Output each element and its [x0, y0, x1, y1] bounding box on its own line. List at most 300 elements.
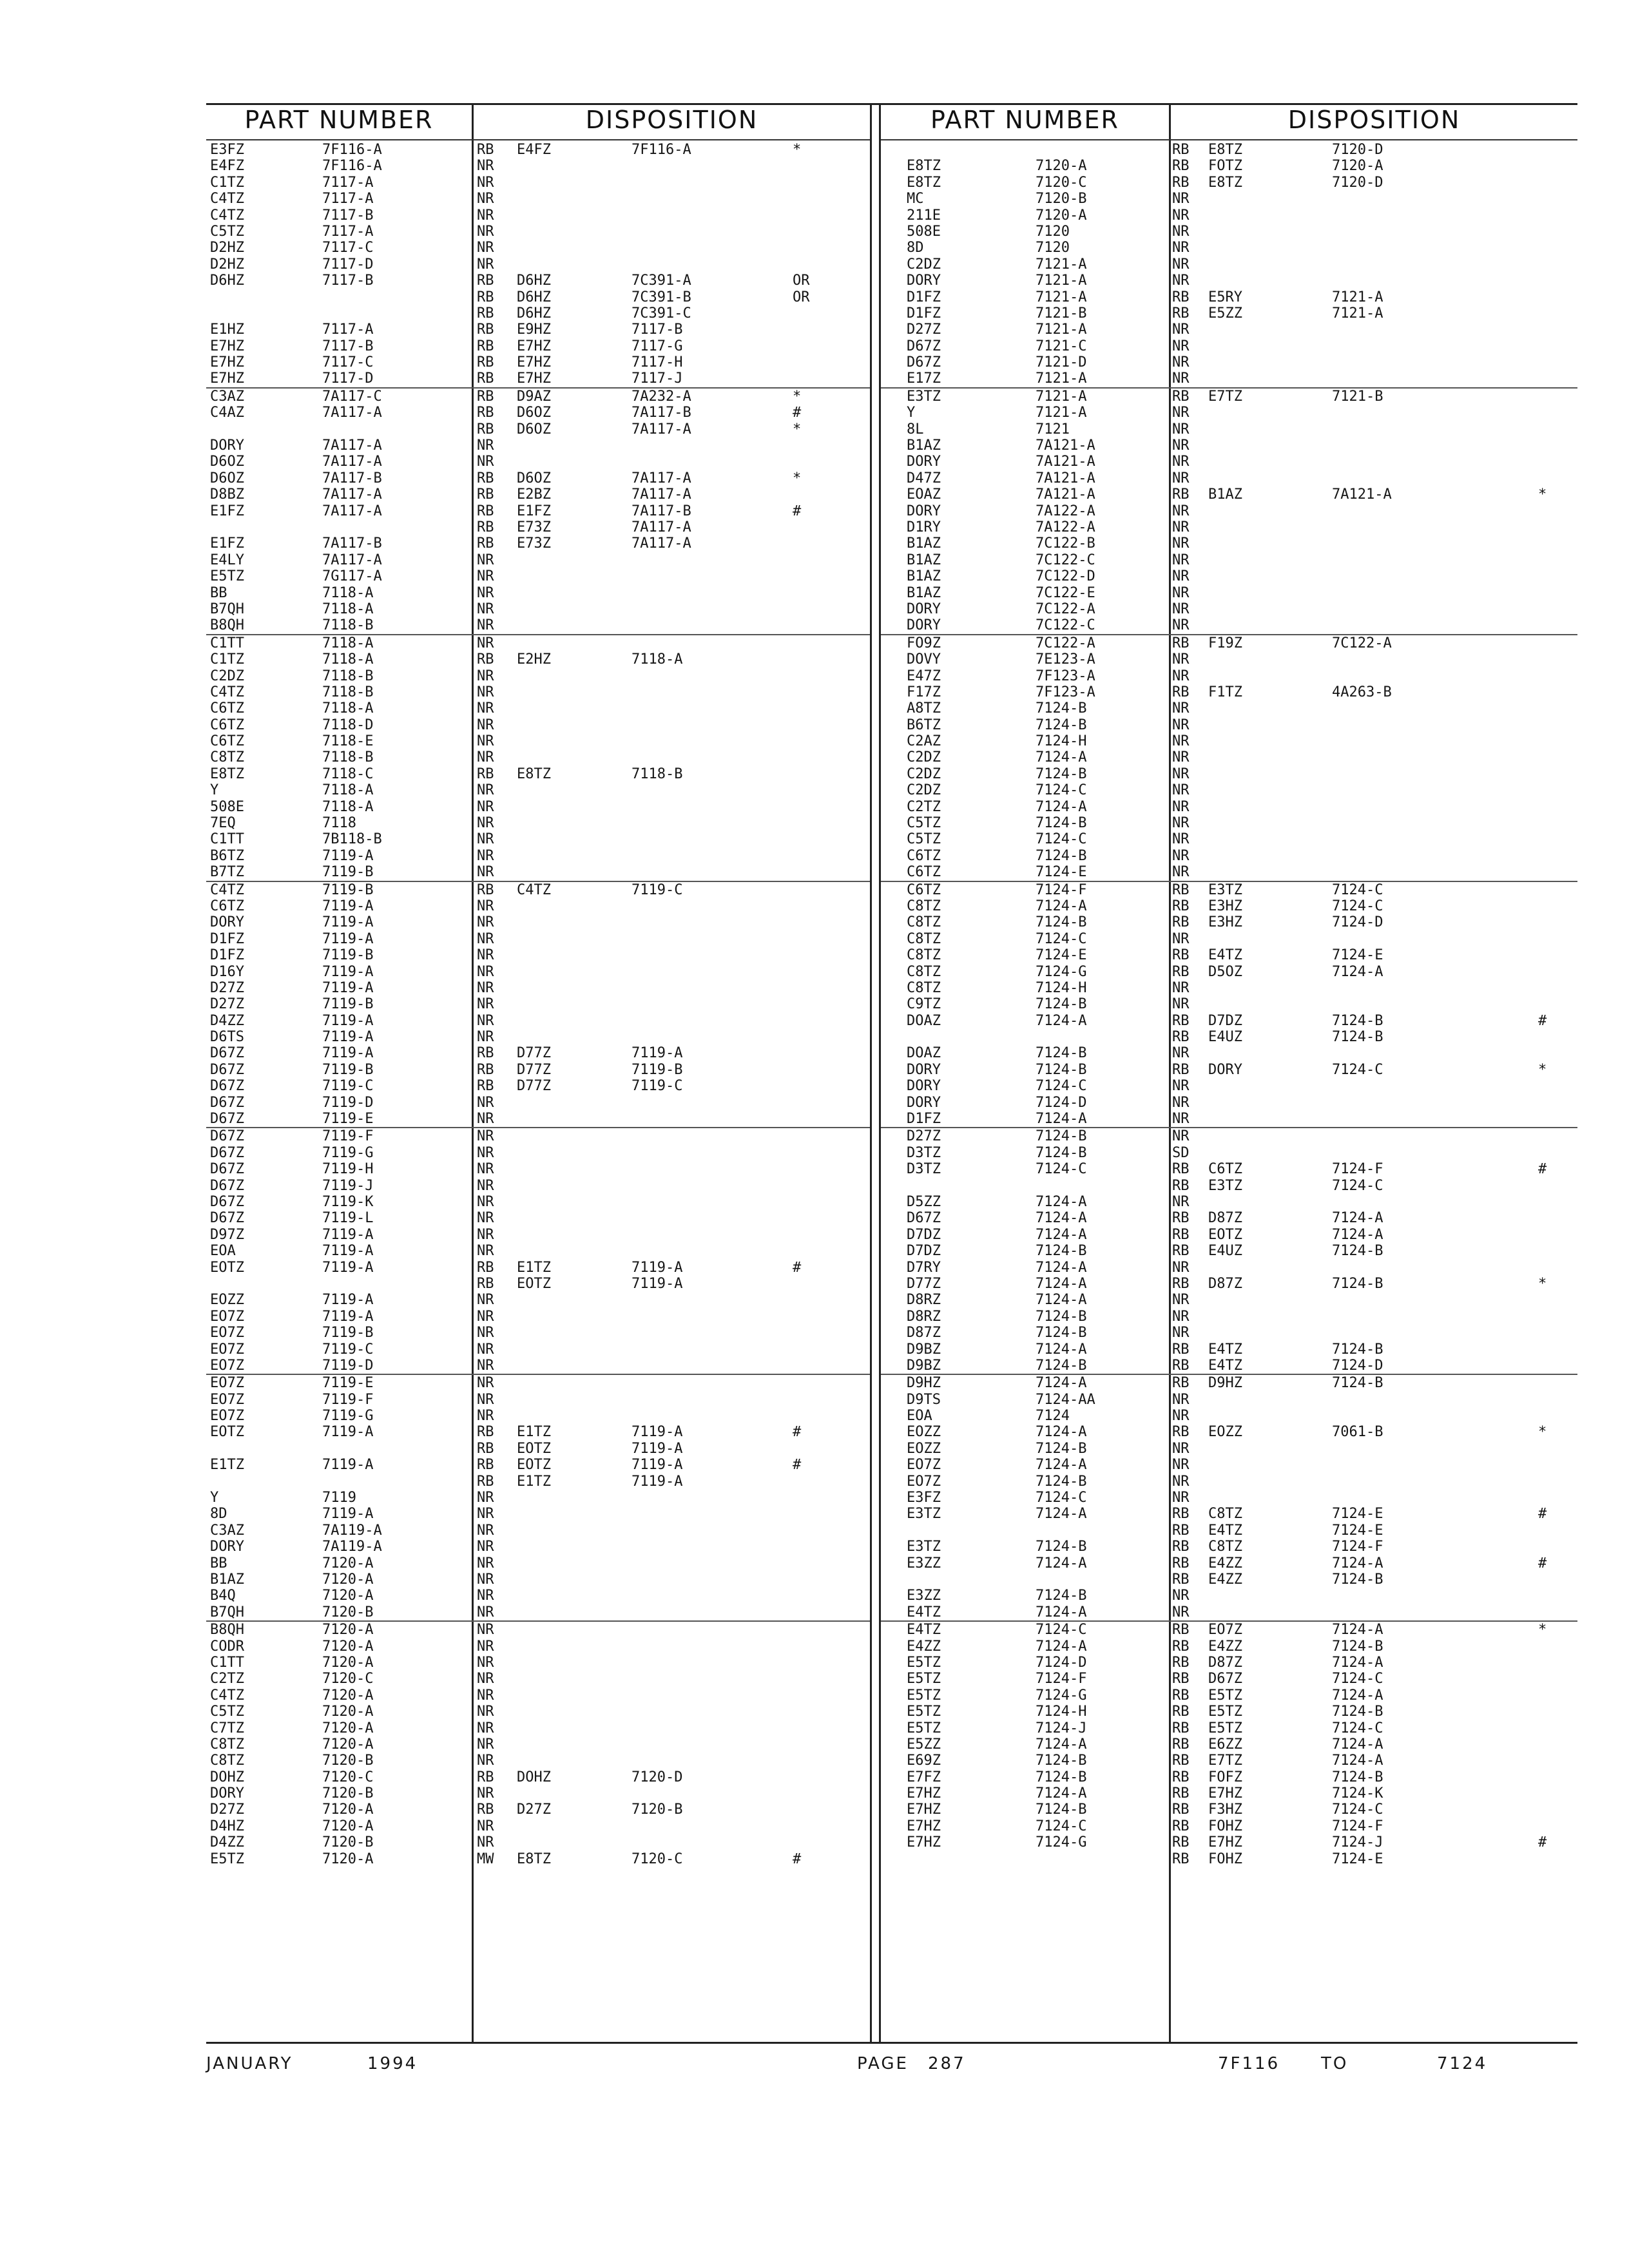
footer-range-from: 7F116	[1218, 2054, 1280, 2073]
disposition-code: NR	[477, 996, 494, 1013]
part-number: 7118-C	[322, 765, 374, 782]
table-row	[206, 207, 870, 224]
left-disposition-header: DISPOSITION	[585, 106, 758, 134]
parts-table	[206, 103, 1577, 2044]
disposition-code: RB	[477, 1424, 494, 1441]
table-row	[881, 1392, 1577, 1408]
part-prefix: DORY	[210, 1539, 244, 1555]
part-prefix: D3TZ	[907, 1144, 941, 1161]
replacement-prefix: E4TZ	[1208, 1341, 1242, 1358]
table-row	[206, 898, 870, 914]
part-prefix: C2TZ	[907, 798, 941, 815]
table-row	[206, 338, 870, 354]
part-number: 7124-A	[1036, 1555, 1087, 1571]
replacement-number: 7124-A	[1332, 1736, 1383, 1753]
part-prefix: C2DZ	[907, 782, 941, 799]
part-prefix: D67Z	[210, 1094, 244, 1111]
disposition-code: NR	[1172, 1111, 1190, 1128]
part-prefix: D67Z	[907, 1210, 941, 1227]
part-prefix: D27Z	[210, 1802, 244, 1818]
table-row	[881, 1111, 1577, 1128]
replacement-prefix: E7TZ	[1208, 1753, 1242, 1769]
part-prefix: 8L	[907, 421, 924, 437]
part-prefix: E7FZ	[907, 1769, 941, 1785]
replacement-prefix: E4TZ	[1208, 1522, 1242, 1539]
part-number: 7A117-A	[322, 503, 382, 519]
disposition-code: NR	[1172, 798, 1190, 815]
table-row	[206, 1490, 870, 1506]
part-number: 7124-B	[1036, 1769, 1087, 1785]
part-prefix: EOTZ	[210, 1259, 244, 1276]
disposition-code: NR	[477, 1654, 494, 1671]
table-row	[206, 1539, 870, 1555]
part-prefix: C3AZ	[210, 1522, 244, 1539]
part-prefix: C6TZ	[907, 864, 941, 881]
disposition-code: RB	[1172, 1161, 1190, 1178]
table-row	[881, 815, 1577, 831]
table-row	[881, 1571, 1577, 1588]
part-prefix: E4ZZ	[907, 1638, 941, 1655]
disposition-code: NR	[1172, 1440, 1190, 1457]
part-prefix: D47Z	[907, 470, 941, 486]
part-number: 7E123-A	[1036, 651, 1095, 668]
table-row	[881, 898, 1577, 914]
part-number: 7124-B	[1036, 1357, 1087, 1374]
replacement-number: 7118-A	[631, 651, 683, 668]
table-row	[881, 1736, 1577, 1753]
disposition-code: RB	[1172, 1210, 1190, 1227]
disposition-code: NR	[1172, 273, 1190, 289]
note-mark: #	[793, 1457, 802, 1474]
disposition-code: RB	[1172, 1704, 1190, 1720]
replacement-number: 7124-D	[1332, 1357, 1383, 1374]
disposition-code: NR	[477, 1341, 494, 1358]
table-row	[206, 1210, 870, 1226]
part-prefix: E7HZ	[907, 1818, 941, 1834]
part-prefix: EOZZ	[907, 1440, 941, 1457]
table-row	[881, 1227, 1577, 1243]
part-number: 7G117-A	[322, 568, 382, 585]
part-prefix: E8TZ	[210, 765, 244, 782]
table-row	[206, 1194, 870, 1210]
table-row	[206, 470, 870, 486]
disposition-code: RB	[477, 1045, 494, 1062]
table-row	[881, 964, 1577, 980]
part-number: 7120-A	[322, 1622, 374, 1639]
part-number: 7A119-A	[322, 1522, 382, 1539]
part-prefix: D4ZZ	[210, 1834, 244, 1851]
disposition-code: NR	[1172, 601, 1190, 617]
replacement-prefix: D77Z	[517, 1045, 551, 1062]
part-prefix: D67Z	[210, 1111, 244, 1128]
disposition-code: RB	[1172, 486, 1190, 503]
replacement-prefix: E9HZ	[517, 322, 551, 338]
part-prefix: DORY	[210, 437, 244, 454]
replacement-number: 7A117-B	[631, 503, 691, 519]
table-row	[206, 1753, 870, 1769]
replacement-number: 7124-B	[1332, 1029, 1383, 1046]
part-number: 7119-A	[322, 847, 374, 864]
table-row	[881, 1753, 1577, 1769]
disposition-code: NR	[1172, 1588, 1190, 1604]
replacement-prefix: E3TZ	[1208, 1177, 1242, 1194]
part-number: 7C122-C	[1036, 552, 1095, 568]
part-prefix: FO9Z	[907, 635, 941, 651]
disposition-code: RB	[1172, 142, 1190, 158]
disposition-code: NR	[477, 1161, 494, 1178]
table-row	[881, 635, 1577, 651]
table-top-rule	[206, 103, 1577, 105]
part-prefix: B1AZ	[210, 1571, 244, 1588]
disposition-code: RB	[1172, 1736, 1190, 1753]
table-row	[881, 389, 1577, 405]
table-row	[206, 1834, 870, 1850]
disposition-code: NR	[1172, 437, 1190, 454]
table-row	[881, 601, 1577, 617]
note-mark: *	[1538, 1061, 1547, 1078]
disposition-code: NR	[477, 1111, 494, 1128]
disposition-code: NR	[1172, 1292, 1190, 1309]
replacement-number: 4A263-B	[1332, 684, 1392, 700]
replacement-number: 7120-B	[631, 1802, 683, 1818]
replacement-prefix: F1TZ	[1208, 684, 1242, 700]
table-row	[206, 354, 870, 370]
replacement-number: 7124-A	[1332, 1210, 1383, 1227]
right-disposition-header: DISPOSITION	[1287, 106, 1461, 134]
part-prefix: D67Z	[210, 1194, 244, 1210]
part-number: 7124-B	[1036, 1539, 1087, 1555]
part-number: 7120-A	[322, 1555, 374, 1571]
table-row	[206, 421, 870, 437]
disposition-code: RB	[1172, 947, 1190, 964]
disposition-code: RB	[1172, 1802, 1190, 1818]
disposition-code: RB	[1172, 1177, 1190, 1194]
part-prefix: C2DZ	[907, 749, 941, 766]
disposition-code: NR	[477, 1834, 494, 1851]
part-number: 7120-A	[322, 1704, 374, 1720]
disposition-code: NR	[477, 1638, 494, 1655]
disposition-code: NR	[1172, 700, 1190, 717]
disposition-code: NR	[477, 1506, 494, 1523]
disposition-code: RB	[1172, 881, 1190, 898]
note-mark: *	[793, 421, 802, 437]
part-prefix: EO7Z	[210, 1308, 244, 1325]
part-number: 7117-A	[322, 223, 374, 240]
replacement-prefix: C8TZ	[1208, 1506, 1242, 1523]
disposition-code: NR	[477, 963, 494, 980]
part-number: 7119-A	[322, 930, 374, 947]
disposition-code: NR	[1172, 470, 1190, 486]
part-number: 7119-B	[322, 1061, 374, 1078]
right-column-rows	[881, 142, 1577, 1867]
part-number: 7119-C	[322, 1341, 374, 1358]
part-number: 7F116-A	[322, 158, 382, 175]
note-mark: #	[793, 405, 802, 421]
part-number: 7120-C	[322, 1769, 374, 1785]
table-row	[206, 1506, 870, 1522]
disposition-code: RB	[1172, 1012, 1190, 1029]
part-number: 7119-A	[322, 898, 374, 914]
table-row	[881, 782, 1577, 798]
part-prefix: C6TZ	[907, 881, 941, 898]
part-prefix: C4AZ	[210, 405, 244, 421]
part-prefix: C4TZ	[210, 207, 244, 224]
part-number: 7124-A	[1036, 1292, 1087, 1309]
disposition-code: NR	[477, 914, 494, 931]
part-prefix: D3TZ	[907, 1161, 941, 1178]
part-prefix: 508E	[210, 798, 244, 815]
replacement-prefix: E4ZZ	[1208, 1638, 1242, 1655]
part-number: 7124-H	[1036, 1704, 1087, 1720]
part-number: 7A117-A	[322, 437, 382, 454]
part-number: 7124-C	[1036, 930, 1087, 947]
part-number: 7120-A	[1036, 207, 1087, 224]
disposition-code: RB	[477, 486, 494, 503]
table-row	[881, 1818, 1577, 1834]
part-prefix: D5ZZ	[907, 1194, 941, 1210]
replacement-number: 7124-A	[1332, 1555, 1383, 1571]
replacement-number: 7117-G	[631, 338, 683, 354]
part-prefix: E3TZ	[907, 1506, 941, 1523]
table-row	[881, 651, 1577, 668]
disposition-code: NR	[1172, 223, 1190, 240]
disposition-code: NR	[1172, 1604, 1190, 1620]
part-prefix: E4FZ	[210, 158, 244, 175]
table-row	[206, 1604, 870, 1622]
part-number: 7124-B	[1036, 1473, 1087, 1490]
part-prefix: D9TS	[907, 1391, 941, 1408]
part-prefix: B6TZ	[907, 716, 941, 733]
replacement-number: 7124-B	[1332, 1275, 1383, 1292]
replacement-number: 7121-A	[1332, 305, 1383, 322]
disposition-code: NR	[477, 1210, 494, 1227]
disposition-code: RB	[1172, 684, 1190, 700]
part-number: 7119-A	[322, 1029, 374, 1046]
disposition-code: NR	[477, 1226, 494, 1243]
part-prefix: C4TZ	[210, 684, 244, 700]
replacement-number: 7124-E	[1332, 947, 1383, 964]
table-row	[206, 1851, 870, 1867]
disposition-code: NR	[477, 716, 494, 733]
part-prefix: B7QH	[210, 1604, 244, 1620]
replacement-number: 7120-A	[1332, 158, 1383, 175]
part-prefix: EO7Z	[210, 1357, 244, 1374]
table-row	[881, 142, 1577, 158]
table-row	[206, 1375, 870, 1391]
replacement-number: 7124-B	[1332, 1638, 1383, 1655]
disposition-code: RB	[477, 338, 494, 354]
disposition-code: NR	[477, 240, 494, 256]
replacement-number: 7119-A	[631, 1045, 683, 1062]
part-prefix: E5ZZ	[907, 1736, 941, 1753]
note-mark: *	[793, 388, 802, 405]
part-number: 7124-C	[1036, 1490, 1087, 1506]
replacement-prefix: D27Z	[517, 1802, 551, 1818]
replacement-number: 7124-C	[1332, 1061, 1383, 1078]
table-row	[206, 1341, 870, 1358]
table-row	[881, 568, 1577, 584]
disposition-code: NR	[477, 864, 494, 881]
part-prefix: F17Z	[907, 684, 941, 700]
part-number: 7118-A	[322, 601, 374, 617]
part-prefix: EOA	[210, 1243, 236, 1260]
replacement-number: 7124-B	[1332, 1769, 1383, 1785]
part-number: 7124-G	[1036, 1687, 1087, 1704]
table-row	[206, 437, 870, 454]
table-row	[881, 947, 1577, 963]
part-number: 7124-A	[1036, 1210, 1087, 1227]
part-prefix: D67Z	[210, 1210, 244, 1227]
part-number: 7120-A	[322, 1588, 374, 1604]
part-prefix: C6TZ	[210, 733, 244, 750]
disposition-code: RB	[1172, 305, 1190, 322]
disposition-code: NR	[1172, 370, 1190, 387]
part-number: 7117-A	[322, 174, 374, 191]
replacement-number: 7124-A	[1332, 963, 1383, 980]
right-part-number-header: PART NUMBER	[930, 106, 1119, 134]
part-number: 7119-H	[322, 1161, 374, 1178]
part-number: 7124-B	[1036, 1588, 1087, 1604]
part-number: 7118-A	[322, 782, 374, 799]
part-prefix: D67Z	[210, 1045, 244, 1062]
part-number: 7124-C	[1036, 1818, 1087, 1834]
table-row	[206, 1571, 870, 1588]
part-number: 7124-A	[1036, 1226, 1087, 1243]
replacement-prefix: D6OZ	[517, 421, 551, 437]
disposition-code: RB	[1172, 914, 1190, 931]
table-row	[881, 1424, 1577, 1440]
part-prefix: D6OZ	[210, 470, 244, 486]
table-row	[206, 370, 870, 388]
part-prefix: E4TZ	[907, 1604, 941, 1620]
table-row	[881, 1029, 1577, 1045]
part-prefix: 8D	[210, 1506, 227, 1523]
disposition-code: RB	[477, 370, 494, 387]
disposition-code: NR	[1172, 1325, 1190, 1341]
disposition-code: RB	[1172, 1243, 1190, 1260]
table-row	[206, 1029, 870, 1045]
table-row	[881, 668, 1577, 684]
replacement-number: 7124-C	[1332, 1802, 1383, 1818]
disposition-code: RB	[1172, 1654, 1190, 1671]
disposition-code: RB	[1172, 1834, 1190, 1851]
replacement-prefix: E2BZ	[517, 486, 551, 503]
part-prefix: D7RY	[907, 1259, 941, 1276]
part-number: 7120-A	[322, 1720, 374, 1736]
footer-page-label: PAGE	[857, 2054, 909, 2073]
table-row	[206, 864, 870, 881]
table-row	[206, 1128, 870, 1144]
part-number: 7A121-A	[1036, 470, 1095, 486]
replacement-number: 7124-A	[1332, 1226, 1383, 1243]
part-prefix: DOVY	[907, 651, 941, 668]
replacement-prefix: EOTZ	[517, 1275, 551, 1292]
part-number: 7120-A	[322, 1638, 374, 1655]
note-mark: OR	[793, 289, 810, 305]
part-prefix: E3TZ	[907, 1539, 941, 1555]
disposition-code: RB	[477, 1061, 494, 1078]
table-row	[881, 980, 1577, 996]
part-prefix: D8BZ	[210, 486, 244, 503]
table-row	[206, 1078, 870, 1094]
disposition-code: NR	[1172, 584, 1190, 601]
disposition-code: RB	[1172, 1226, 1190, 1243]
disposition-code: NR	[1172, 1473, 1190, 1490]
disposition-code: NR	[477, 979, 494, 996]
replacement-number: 7124-E	[1332, 1522, 1383, 1539]
disposition-code: RB	[1172, 1357, 1190, 1374]
disposition-code: NR	[477, 798, 494, 815]
replacement-prefix: E8TZ	[1208, 142, 1242, 158]
disposition-code: NR	[477, 684, 494, 700]
table-row	[206, 142, 870, 158]
part-prefix: B1AZ	[907, 437, 941, 454]
disposition-code: NR	[477, 733, 494, 750]
table-row	[881, 1276, 1577, 1292]
part-number: 7119-A	[322, 1243, 374, 1260]
replacement-number: 7119-C	[631, 881, 683, 898]
table-row	[881, 503, 1577, 519]
table-row	[881, 519, 1577, 535]
replacement-number: 7A117-A	[631, 535, 691, 552]
part-prefix: E7HZ	[210, 370, 244, 387]
disposition-code: NR	[1172, 996, 1190, 1013]
part-prefix: D67Z	[210, 1144, 244, 1161]
table-row	[881, 1145, 1577, 1161]
replacement-prefix: E4TZ	[1208, 947, 1242, 964]
disposition-code: RB	[1172, 1622, 1190, 1639]
disposition-code: NR	[1172, 552, 1190, 568]
part-number: 7124-B	[1036, 996, 1087, 1013]
replacement-prefix: EOTZ	[1208, 1226, 1242, 1243]
table-row	[881, 749, 1577, 765]
replacement-prefix: E1FZ	[517, 503, 551, 519]
disposition-code: NR	[477, 1144, 494, 1161]
part-prefix: E7HZ	[907, 1785, 941, 1802]
note-mark: *	[1538, 1275, 1547, 1292]
part-number: 7119-G	[322, 1144, 374, 1161]
replacement-prefix: EOTZ	[517, 1457, 551, 1474]
part-number: 7124-G	[1036, 1834, 1087, 1851]
table-row	[881, 1325, 1577, 1341]
part-prefix: C1TT	[210, 635, 244, 651]
part-prefix: B1AZ	[907, 584, 941, 601]
table-row	[881, 1178, 1577, 1194]
note-mark: *	[1538, 1622, 1547, 1639]
part-prefix: E69Z	[907, 1753, 941, 1769]
left-header-rule	[206, 139, 870, 140]
disposition-code: NR	[1172, 338, 1190, 354]
part-number: 7119-F	[322, 1391, 374, 1408]
disposition-code: NR	[477, 568, 494, 585]
part-number: 7124-A	[1036, 1259, 1087, 1276]
part-prefix: 8D	[907, 240, 924, 256]
footer-range-to-word: TO	[1321, 2054, 1349, 2073]
part-prefix: C4TZ	[210, 881, 244, 898]
part-prefix: B1AZ	[907, 535, 941, 552]
part-prefix: E8TZ	[907, 174, 941, 191]
replacement-number: 7061-B	[1332, 1424, 1383, 1441]
replacement-number: 7C391-A	[631, 273, 691, 289]
part-prefix: D16Y	[210, 963, 244, 980]
disposition-code: NR	[477, 207, 494, 224]
part-prefix: E5TZ	[907, 1720, 941, 1736]
part-number: 7124-B	[1036, 847, 1087, 864]
part-number: 7120-A	[322, 1654, 374, 1671]
part-prefix: B4Q	[210, 1588, 236, 1604]
table-row	[206, 1639, 870, 1655]
disposition-code: RB	[477, 1259, 494, 1276]
